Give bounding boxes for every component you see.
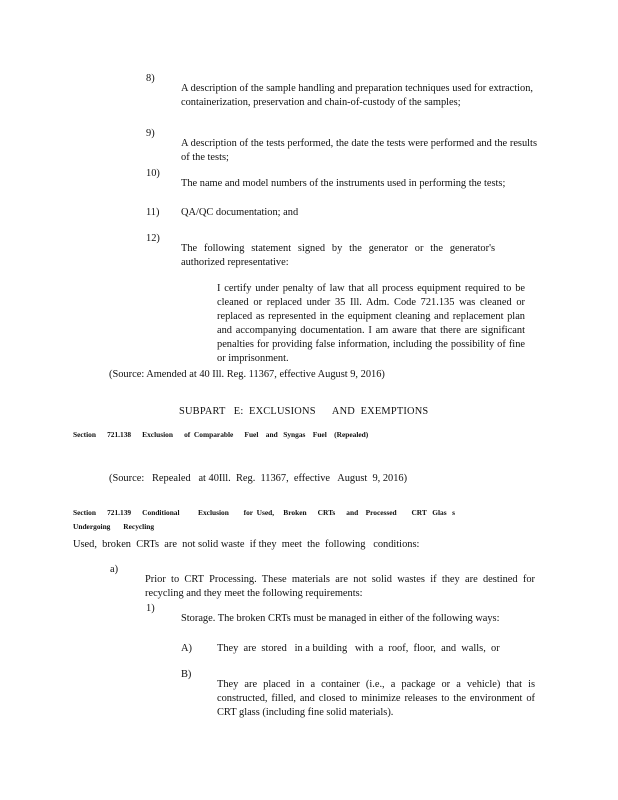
item-number-10: 10) [146, 168, 160, 179]
item-number-B: B) [181, 669, 192, 680]
section-721-139-heading-continued: Undergoing Recycling [73, 522, 155, 532]
certification-statement: I certify under penalty of law that all process equipment required to be cleaned or replaced under 35 Ill. Adm. Code 721.135 was cleaned or replaced as represented in the equipment cleaning and replacement plan and accompanying documentation. I am aware that there are significant penalties for providing false information, including the possibility of fine or imprisonment. [217, 283, 525, 365]
item-text-A: They are stored in a building with a roof, floor, and walls, or [217, 643, 500, 654]
item-number-12: 12) [146, 233, 160, 244]
section-721-138-heading: Section 721.138 Exclusion of Comparable Fuel and Syngas Fuel (Repealed) [73, 430, 369, 440]
item-text-a: Prior to CRT Processing. These materials are not solid wastes if they are destined for recycling and they meet the following requirements: [145, 574, 535, 600]
subpart-heading: SUBPART E: EXCLUSIONS AND EXEMPTIONS [179, 406, 429, 418]
section-721-139-heading: Section 721.139 Conditional Exclusion for Used, Broken CRTs and Processed CRT Glas s [73, 508, 455, 518]
item-number-1: 1) [146, 603, 155, 614]
item-text-1: Storage. The broken CRTs must be managed in either of the following ways: [181, 613, 500, 625]
item-number-11: 11) [146, 207, 160, 218]
source-note-repealed: (Source: Repealed at 40Ill. Reg. 11367, effective August 9, 2016) [109, 473, 408, 484]
item-number-8: 8) [146, 73, 155, 84]
item-text-11: QA/QC documentation; and [181, 207, 299, 218]
item-text-8: A description of the sample handling and preparation techniques used for extraction, containerization, preservation and chain-of-custody of the samples; [181, 83, 533, 109]
intro-paragraph: Used, broken CRTs are not solid waste if they meet the following conditions: [73, 539, 420, 550]
item-text-10: The name and model numbers of the instruments used in performing the tests; [181, 178, 506, 190]
item-text-12: The following statement signed by the generator or the generator's authorized representative: [181, 243, 495, 269]
item-number-9: 9) [146, 128, 155, 139]
source-note-amended: (Source: Amended at 40 Ill. Reg. 11367, effective August 9, 2016) [109, 369, 385, 380]
item-number-a: a) [110, 564, 119, 575]
item-number-A: A) [181, 643, 192, 654]
item-text-B: They are placed in a container (i.e., a package or a vehicle) that is constructed, filled, and closed to minimize releases to the environment of CRT glass (including fine solid materials). [217, 679, 535, 719]
item-text-9: A description of the tests performed, the date the tests were performed and the results of the tests; [181, 138, 537, 164]
